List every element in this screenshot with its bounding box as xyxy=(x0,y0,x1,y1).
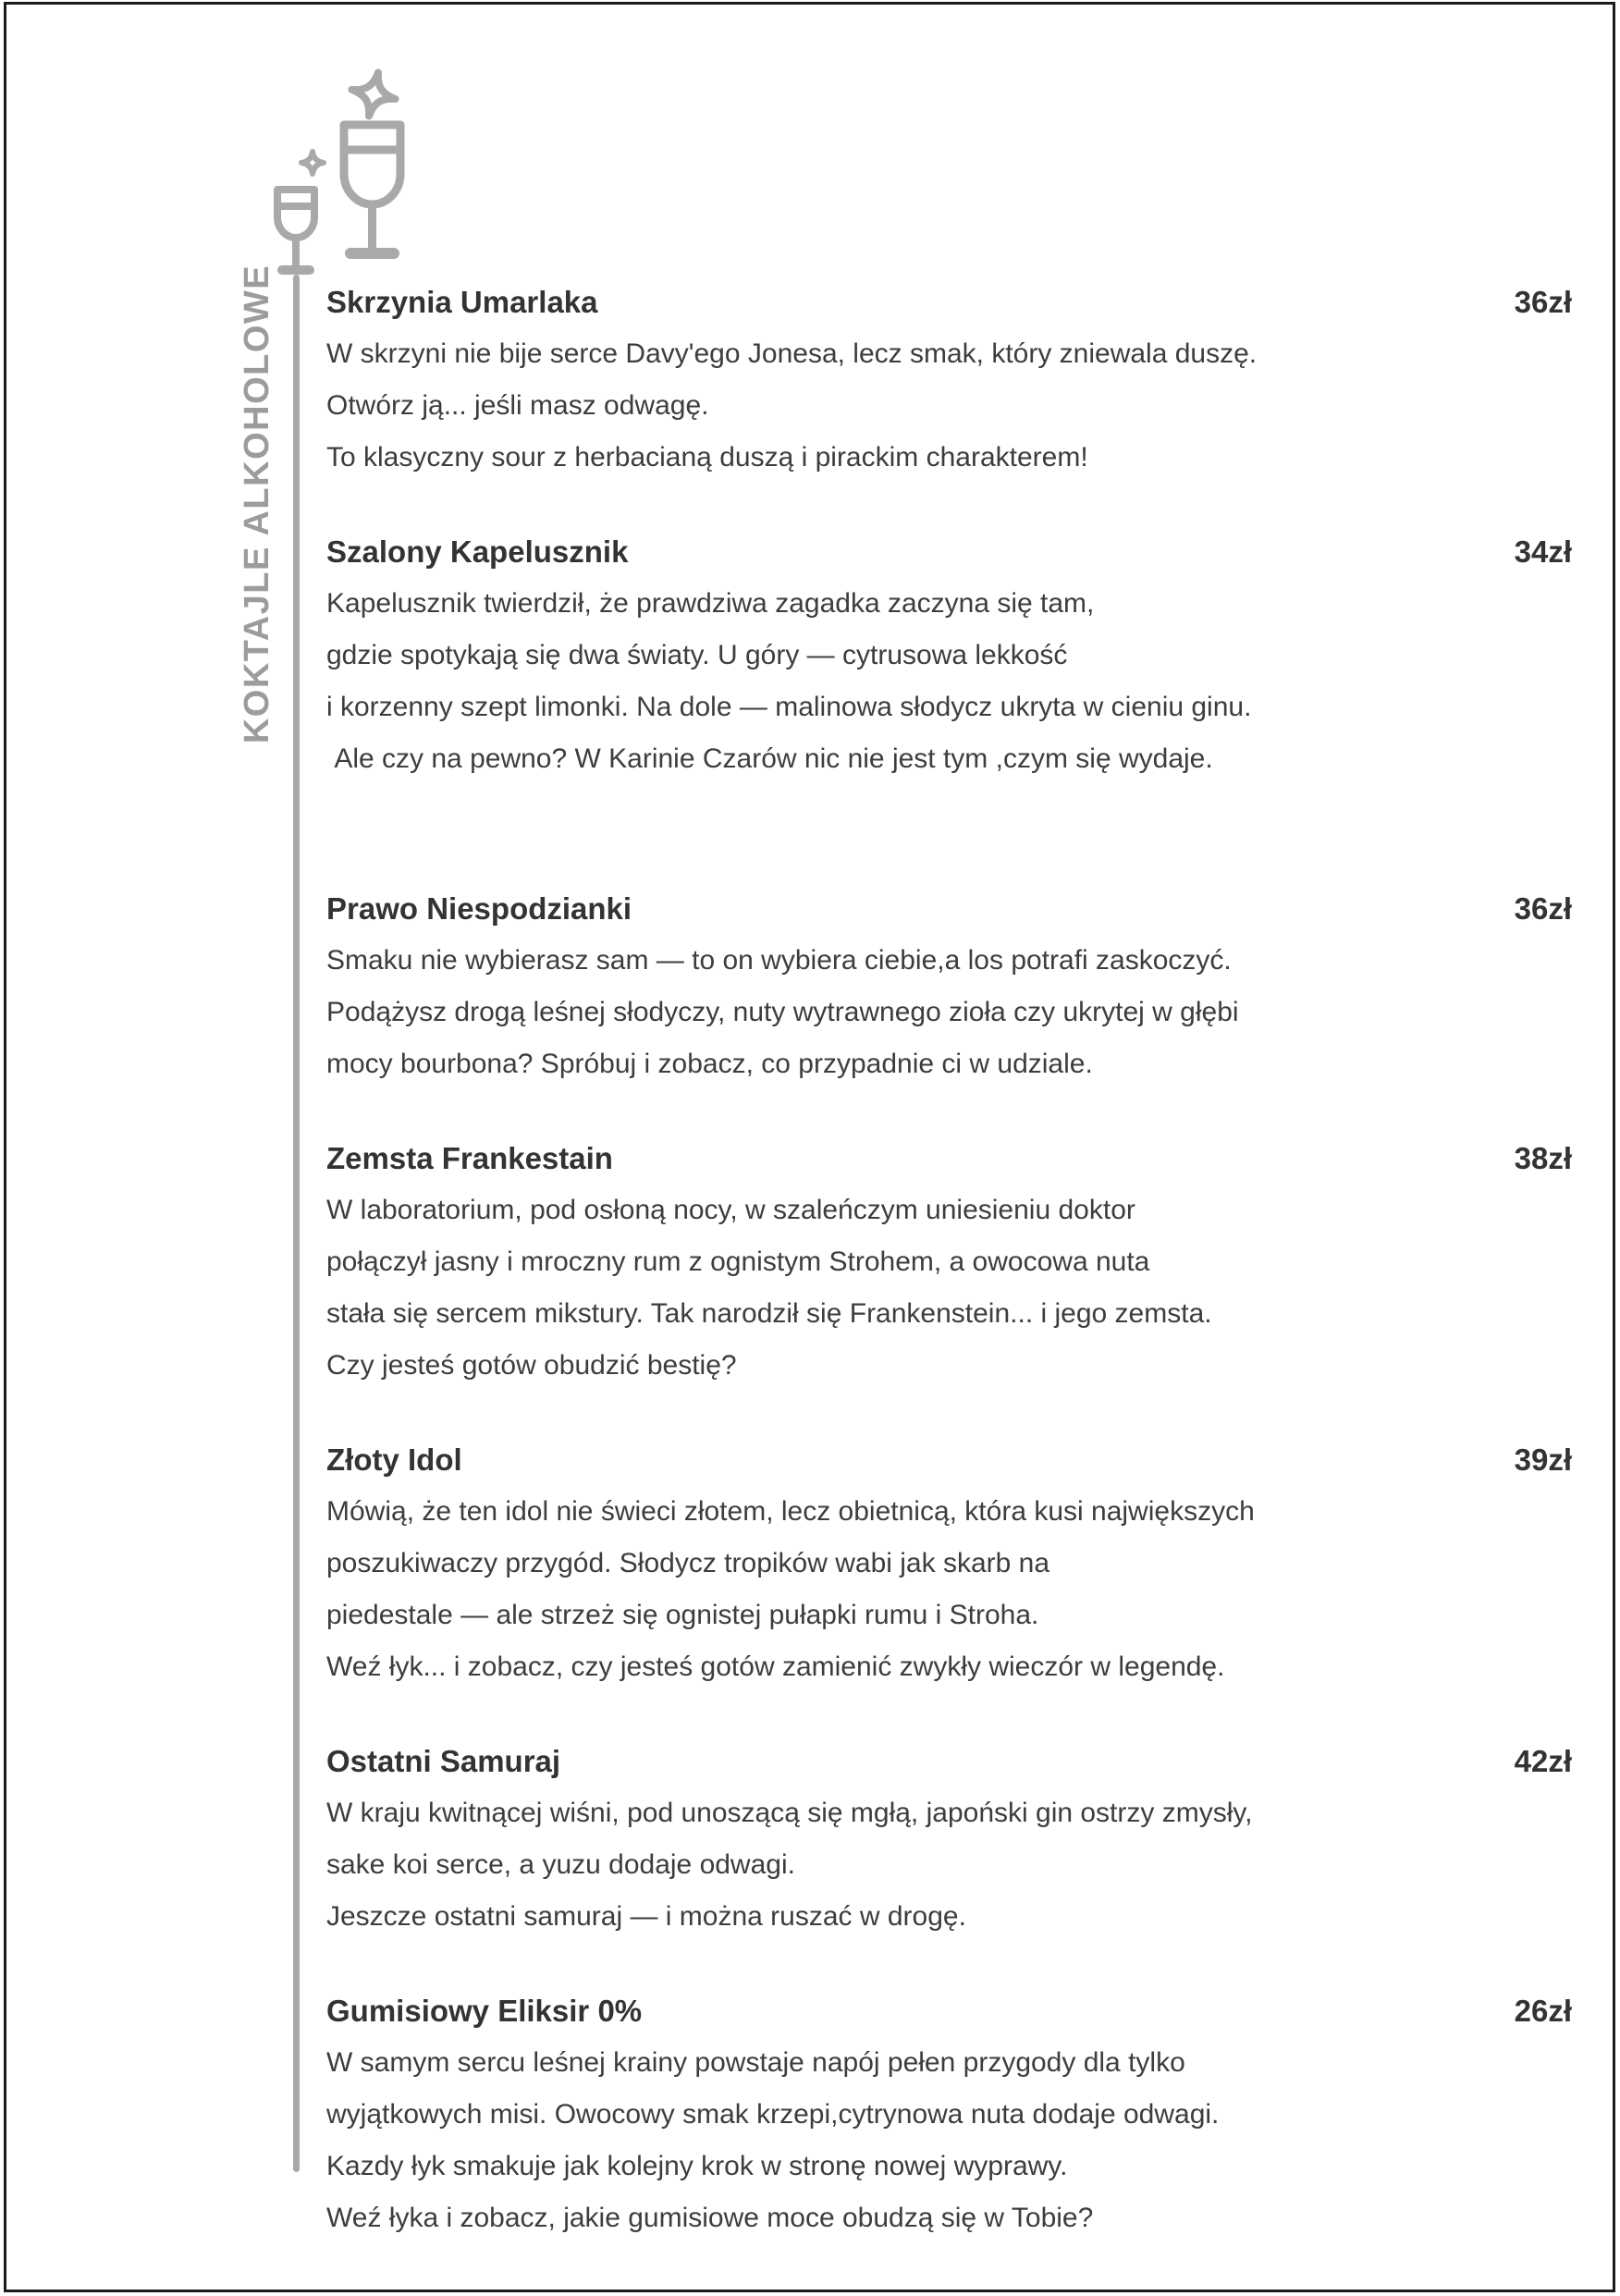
item-price: 26zł xyxy=(1514,1994,1572,2028)
item-name: Złoty Idol xyxy=(326,1443,462,1477)
item-description-line: piedestale — ale strzeż się ognistej pułapki rumu i Stroha. xyxy=(326,1600,1039,1630)
menu-item-header xyxy=(326,1741,1572,1782)
sparkle-small-icon xyxy=(301,152,324,174)
menu-item xyxy=(326,1440,1572,1693)
menu-item xyxy=(326,1138,1572,1392)
item-description-line: stała się sercem mikstury. Tak narodził się Frankenstein... i jego zemsta. xyxy=(326,1298,1212,1329)
item-description-line: Ale czy na pewno? W Karinie Czarów nic nie jest tym ,czym się wydaje. xyxy=(326,743,1213,774)
section-title-vertical: KOKTAJLE ALKOHOLOWE xyxy=(238,264,276,744)
item-price: 39zł xyxy=(1514,1443,1572,1477)
item-description-line: W samym sercu leśnej krainy powstaje napój pełen przygody dla tylko xyxy=(326,2047,1185,2078)
menu-item-header xyxy=(326,1440,1572,1480)
item-name: Prawo Niespodzianki xyxy=(326,891,632,926)
item-description-line: Kazdy łyk smakuje jak kolejny krok w stronę nowej wyprawy. xyxy=(326,2151,1068,2181)
item-description-line: wyjątkowych misi. Owocowy smak krzepi,cytrynowa nuta dodaje odwagi. xyxy=(326,2099,1220,2130)
menu-item-header xyxy=(326,1138,1572,1179)
item-description-line: W kraju kwitnącej wiśni, pod unoszącą się mgłą, japoński gin ostrzy zmysły, xyxy=(326,1798,1253,1828)
item-description-line: W skrzyni nie bije serce Davy'ego Jonesa, lecz smak, który zniewala duszę. xyxy=(326,338,1258,369)
item-name: Szalony Kapelusznik xyxy=(326,534,629,569)
menu-item xyxy=(326,532,1572,785)
menu-item-header xyxy=(326,532,1572,572)
item-name: Zemsta Frankestain xyxy=(326,1141,613,1175)
item-price: 42zł xyxy=(1514,1744,1572,1778)
wine-glass-large-icon xyxy=(344,125,400,253)
item-description-line: mocy bourbona? Spróbuj i zobacz, co przypadnie ci w udziale. xyxy=(326,1049,1093,1079)
item-price: 36zł xyxy=(1514,891,1572,926)
item-description-line: To klasyczny sour z herbacianą duszą i pirackim charakterem! xyxy=(326,442,1088,473)
item-price: 36zł xyxy=(1514,285,1572,319)
menu-item-header xyxy=(326,1991,1572,2032)
item-description-line: i korzenny szept limonki. Na dole — malinowa słodycz ukryta w cieniu ginu. xyxy=(326,692,1252,722)
item-description-line: poszukiwaczy przygód. Słodycz tropików wabi jak skarb na xyxy=(326,1548,1050,1578)
menu-item xyxy=(326,282,1572,484)
item-description-line: Podążysz drogą leśnej słodyczy, nuty wytrawnego zioła czy ukrytej w głębi xyxy=(326,997,1239,1027)
vertical-divider-line xyxy=(293,275,300,2172)
item-name: Ostatni Samuraj xyxy=(326,1744,561,1778)
item-price: 34zł xyxy=(1514,534,1572,569)
item-description-line: Weź łyk... i zobacz, czy jesteś gotów zamienić zwykły wieczór w legendę. xyxy=(326,1651,1225,1682)
item-description-line: Czy jesteś gotów obudzić bestię? xyxy=(326,1350,737,1381)
item-description-line: Jeszcze ostatni samuraj — i można ruszać w drogę. xyxy=(326,1901,966,1932)
sparkle-large-icon xyxy=(348,68,400,121)
menu-item xyxy=(326,1741,1572,1943)
menu-item xyxy=(326,889,1572,1090)
item-name: Skrzynia Umarlaka xyxy=(326,285,598,319)
wine-glass-small-icon xyxy=(277,190,314,270)
sparkling-wine-glasses-icon xyxy=(270,54,427,285)
item-description-line: połączył jasny i mroczny rum z ognistym Strohem, a owocowa nuta xyxy=(326,1246,1150,1277)
item-description-line: Smaku nie wybierasz sam — to on wybiera ciebie,a los potrafi zaskoczyć. xyxy=(326,945,1232,976)
menu-item xyxy=(326,1991,1572,2244)
item-description-line: Otwórz ją... jeśli masz odwagę. xyxy=(326,390,709,421)
item-description-line: sake koi serce, a yuzu dodaje odwagi. xyxy=(326,1849,795,1880)
item-price: 38zł xyxy=(1514,1141,1572,1175)
item-description-line: Kapelusznik twierdził, że prawdziwa zagadka zaczyna się tam, xyxy=(326,588,1095,619)
item-description-line: Weź łyka i zobacz, jakie gumisiowe moce obudzą się w Tobie? xyxy=(326,2203,1094,2233)
item-description-line: W laboratorium, pod osłoną nocy, w szaleńczym uniesieniu doktor xyxy=(326,1195,1135,1225)
item-description-line: Mówią, że ten idol nie świeci złotem, lecz obietnicą, która kusi największych xyxy=(326,1496,1255,1527)
item-description-line: gdzie spotykają się dwa światy. U góry — cytrusowa lekkość xyxy=(326,640,1068,670)
menu-item-header xyxy=(326,889,1572,929)
item-name: Gumisiowy Eliksir 0% xyxy=(326,1994,643,2028)
menu-item-header xyxy=(326,282,1572,323)
menu-items xyxy=(326,282,1572,2244)
